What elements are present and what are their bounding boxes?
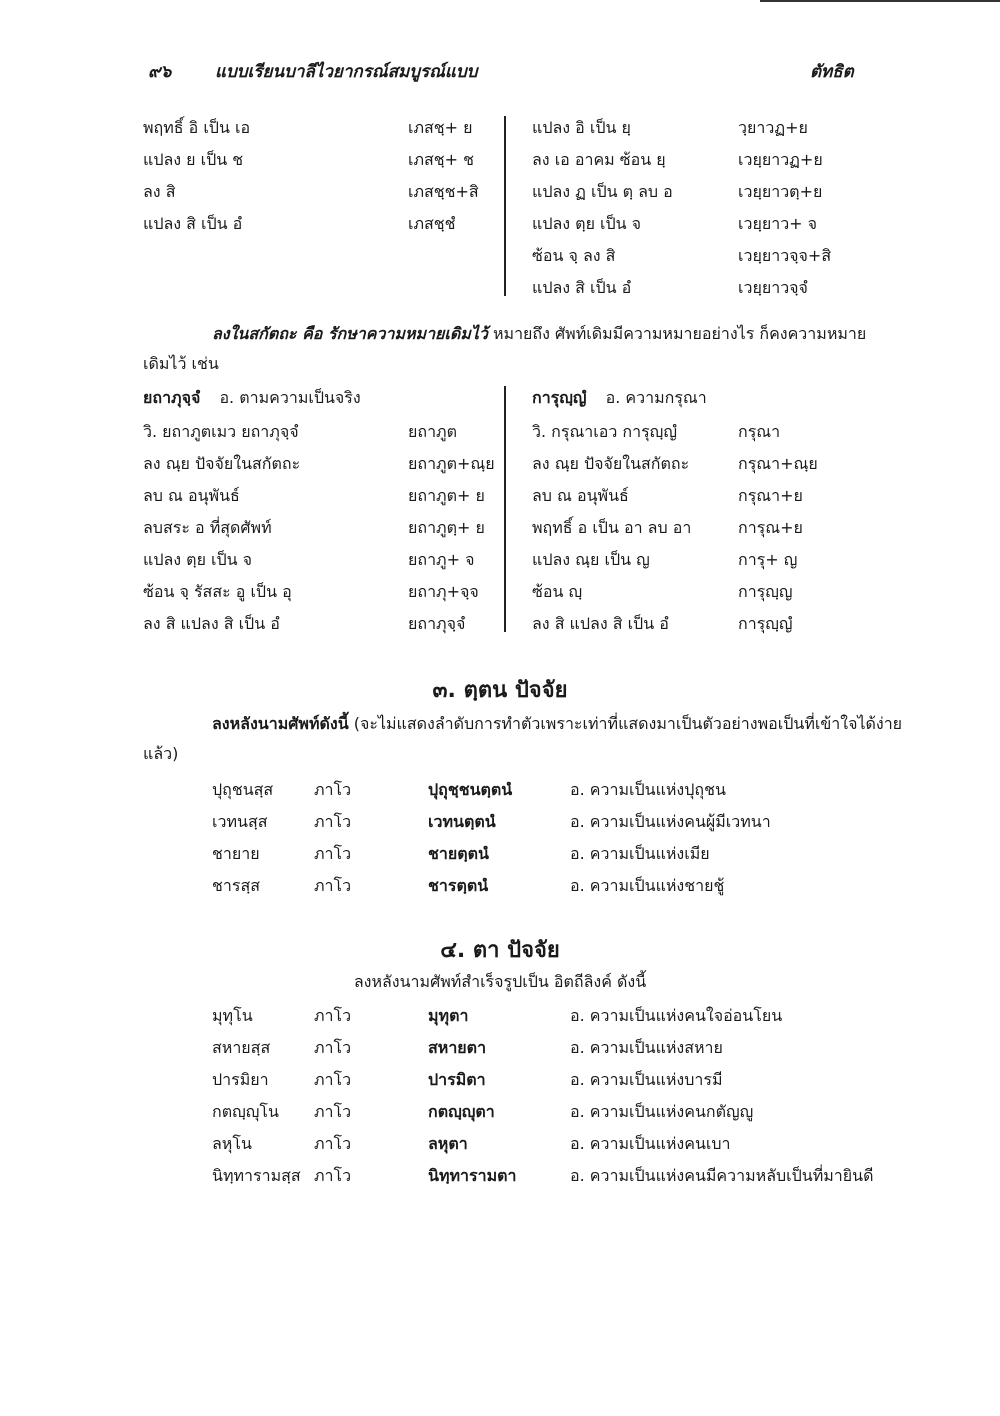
step-text: แปลง ณฺย เป็น ญ (532, 550, 650, 569)
step-text: แปลง ฏ เป็น ตฺ ลบ อ (532, 182, 673, 201)
step-text: ซ้อน จฺ ลง สิ (532, 246, 616, 265)
step-text: ลบ ณ อนุพันธ์ (143, 486, 240, 505)
step-text: แปลง อิ เป็น ยฺ (532, 118, 631, 137)
form-text: การุญฺญ (738, 582, 793, 601)
example-head (532, 386, 707, 411)
derived-word: เวทนตฺตนํ (428, 812, 496, 831)
step-text: ลง สิ แปลง สิ เป็น อํ (532, 614, 669, 633)
section-title: ตัทธิต (810, 62, 854, 82)
meaning-text: อ. ความเป็นแห่งปุถุชน (570, 780, 726, 799)
tutana-intro-bold: ลงหลังนามศัพท์ดังนี้ (212, 714, 349, 733)
tutana-intro-line2: แล้ว) (143, 744, 179, 763)
step-text: ซ้อน ญฺ (532, 582, 583, 601)
sakatha-text-line2: เดิมไว้ เช่น (143, 354, 219, 373)
step-text: ลบ ณ อนุพันธ์ (532, 486, 629, 505)
form-text: ยถาภู+ จ (408, 550, 475, 569)
meaning-text: อ. ความเป็นแห่งเมีย (570, 844, 710, 863)
form-text: เวยฺยาว+ จ (738, 214, 818, 233)
base-word: ชายาย (212, 844, 260, 863)
base-word: ลหุโน (212, 1134, 252, 1153)
form-text: ยถาภูตฺ+ ย (408, 518, 485, 537)
step-text: แปลง สิ เป็น อํ (143, 214, 243, 233)
derived-word: ปารมิตา (428, 1070, 486, 1089)
derived-word: ปุถุชฺชนตฺตนํ (428, 780, 513, 799)
derived-word: ลหุตา (428, 1134, 468, 1153)
sakatha-bold-intro: ลงในสกัตถะ คือ รักษาความหมายเดิมไว้ (212, 324, 488, 343)
tutana-intro (212, 712, 902, 737)
bhavo-text: ภาโว (314, 1006, 352, 1025)
derived-word: มุทุตา (428, 1006, 469, 1025)
step-text: ลง ณฺย ปัจจัยในสกัตถะ (143, 454, 301, 473)
section-heading-tutana: ๓. ตฺตน ปัจจัย (432, 678, 568, 703)
book-title: แบบเรียนบาลีไวยากรณ์สมบูรณ์แบบ (215, 62, 478, 82)
form-text: กรุณา (738, 422, 781, 441)
sakatha-paragraph (212, 322, 866, 347)
base-word: เวทนสฺส (212, 812, 268, 831)
meaning-text: อ. ความเป็นแห่งคนผู้มีเวทนา (570, 812, 771, 831)
form-text: เวยฺยาวจฺจํ (738, 278, 808, 297)
meaning-text: อ. ความเป็นแห่งคนใจอ่อนโยน (570, 1006, 783, 1025)
meaning-text: อ. ความเป็นแห่งชายชู้ (570, 876, 725, 895)
form-text: การุณ+ย (738, 518, 803, 537)
step-text: แปลง ตฺย เป็น จ (532, 214, 642, 233)
form-text: ยถาภูต+ณฺย (408, 454, 495, 473)
column-divider (504, 386, 506, 632)
bhavo-text: ภาโว (314, 1038, 352, 1057)
bhavo-text: ภาโว (314, 1070, 352, 1089)
step-text: แปลง สิ เป็น อํ (532, 278, 632, 297)
derived-word: สหายตา (428, 1038, 487, 1057)
form-text: เภสชฺชํ (408, 214, 456, 233)
form-text: เภสชฺช+สิ (408, 182, 479, 201)
base-word: นิทฺทารามสฺส (212, 1166, 301, 1185)
step-text: พฤทธิ์ อ เป็น อา ลบ อา (532, 518, 692, 537)
bhavo-text: ภาโว (314, 1134, 352, 1153)
derived-word: ชายตฺตนํ (428, 844, 489, 863)
base-word: ปุถุชนสฺส (212, 780, 274, 799)
example-head (143, 386, 361, 411)
form-text: การุญฺญํ (738, 614, 793, 633)
form-text: วฺยาวฏ+ย (738, 118, 808, 137)
derived-word: กตญฺญุตา (428, 1102, 495, 1121)
column-divider (504, 116, 506, 296)
step-text: ลง ณฺย ปัจจัยในสกัตถะ (532, 454, 690, 473)
form-text: เวยฺยาวฏ+ย (738, 150, 823, 169)
form-text: ยถาภูต+ ย (408, 486, 485, 505)
form-text: การุ+ ญ (738, 550, 798, 569)
base-word: มุทุโน (212, 1006, 253, 1025)
step-text: ลบสระ อ ที่สุดศัพท์ (143, 518, 272, 537)
step-text: แปลง ย เป็น ช (143, 150, 244, 169)
base-word: ชารสฺส (212, 876, 260, 895)
page-number: ๙๖ (148, 62, 172, 82)
form-text: ยถาภูต (408, 422, 457, 441)
base-word: กตญฺญุโน (212, 1102, 279, 1121)
meaning-text: อ. ความเป็นแห่งสหาย (570, 1038, 723, 1057)
base-word: สหายสฺส (212, 1038, 271, 1057)
form-text: เวยฺยาวจฺจ+สิ (738, 246, 832, 265)
bhavo-text: ภาโว (314, 876, 352, 895)
head-word: ยถาภุจฺจํ (143, 388, 201, 407)
head-meaning: อ. ความกรุณา (605, 388, 707, 407)
meaning-text: อ. ความเป็นแห่งคนเบา (570, 1134, 731, 1153)
step-text: ซ้อน จฺ รัสสะ อู เป็น อุ (143, 582, 292, 601)
derived-word: นิทฺทารามตา (428, 1166, 517, 1185)
meaning-text: อ. ความเป็นแห่งคนกตัญญู (570, 1102, 754, 1121)
head-meaning: อ. ตามความเป็นจริง (219, 388, 361, 407)
section-heading-taa: ๔. ตา ปัจจัย (440, 938, 560, 963)
meaning-text: อ. ความเป็นแห่งบารมี (570, 1070, 723, 1089)
step-text: แปลง ตฺย เป็น จ (143, 550, 253, 569)
taa-intro: ลงหลังนามศัพท์สำเร็จรูปเป็น อิตถีลิงค์ ดังนี้ (353, 972, 647, 991)
step-text: ลง สิ แปลง สิ เป็น อํ (143, 614, 280, 633)
step-text: วิ. ยถาภูตเมว ยถาภุจฺจํ (143, 422, 299, 441)
step-text: พฤทธิ์ อิ เป็น เอ (143, 118, 251, 137)
bhavo-text: ภาโว (314, 1166, 352, 1185)
head-word: การุญฺญํ (532, 388, 587, 407)
form-text: ยถาภุจฺจํ (408, 614, 466, 633)
derived-word: ชารตฺตนํ (428, 876, 489, 895)
tutana-intro-rest: (จะไม่แสดงลำดับการทำตัวเพราะเท่าที่แสดงมาเป็นตัวอย่างพอเป็นที่เข้าใจได้ง่าย (353, 714, 903, 733)
bhavo-text: ภาโว (314, 844, 352, 863)
meaning-text: อ. ความเป็นแห่งคนมีความหลับเป็นที่มายินดี (570, 1166, 874, 1185)
form-text: ยถาภุ+จฺจ (408, 582, 479, 601)
bhavo-text: ภาโว (314, 812, 352, 831)
base-word: ปารมิยา (212, 1070, 269, 1089)
sakatha-text: หมายถึง ศัพท์เดิมมีความหมายอย่างไร ก็คงความหมาย (492, 324, 867, 343)
form-text: เภสชฺ+ ช (408, 150, 474, 169)
step-text: วิ. กรุณาเอว การุญฺญํ (532, 422, 677, 441)
step-text: ลง สิ (143, 182, 176, 201)
form-text: กรุณา+ย (738, 486, 803, 505)
form-text: เวยฺยาวตฺ+ย (738, 182, 823, 201)
top-rule (760, 0, 1000, 2)
form-text: กรุณา+ณฺย (738, 454, 818, 473)
form-text: เภสชฺ+ ย (408, 118, 473, 137)
bhavo-text: ภาโว (314, 1102, 352, 1121)
step-text: ลง เอ อาคม ซ้อน ยฺ (532, 150, 666, 169)
bhavo-text: ภาโว (314, 780, 352, 799)
